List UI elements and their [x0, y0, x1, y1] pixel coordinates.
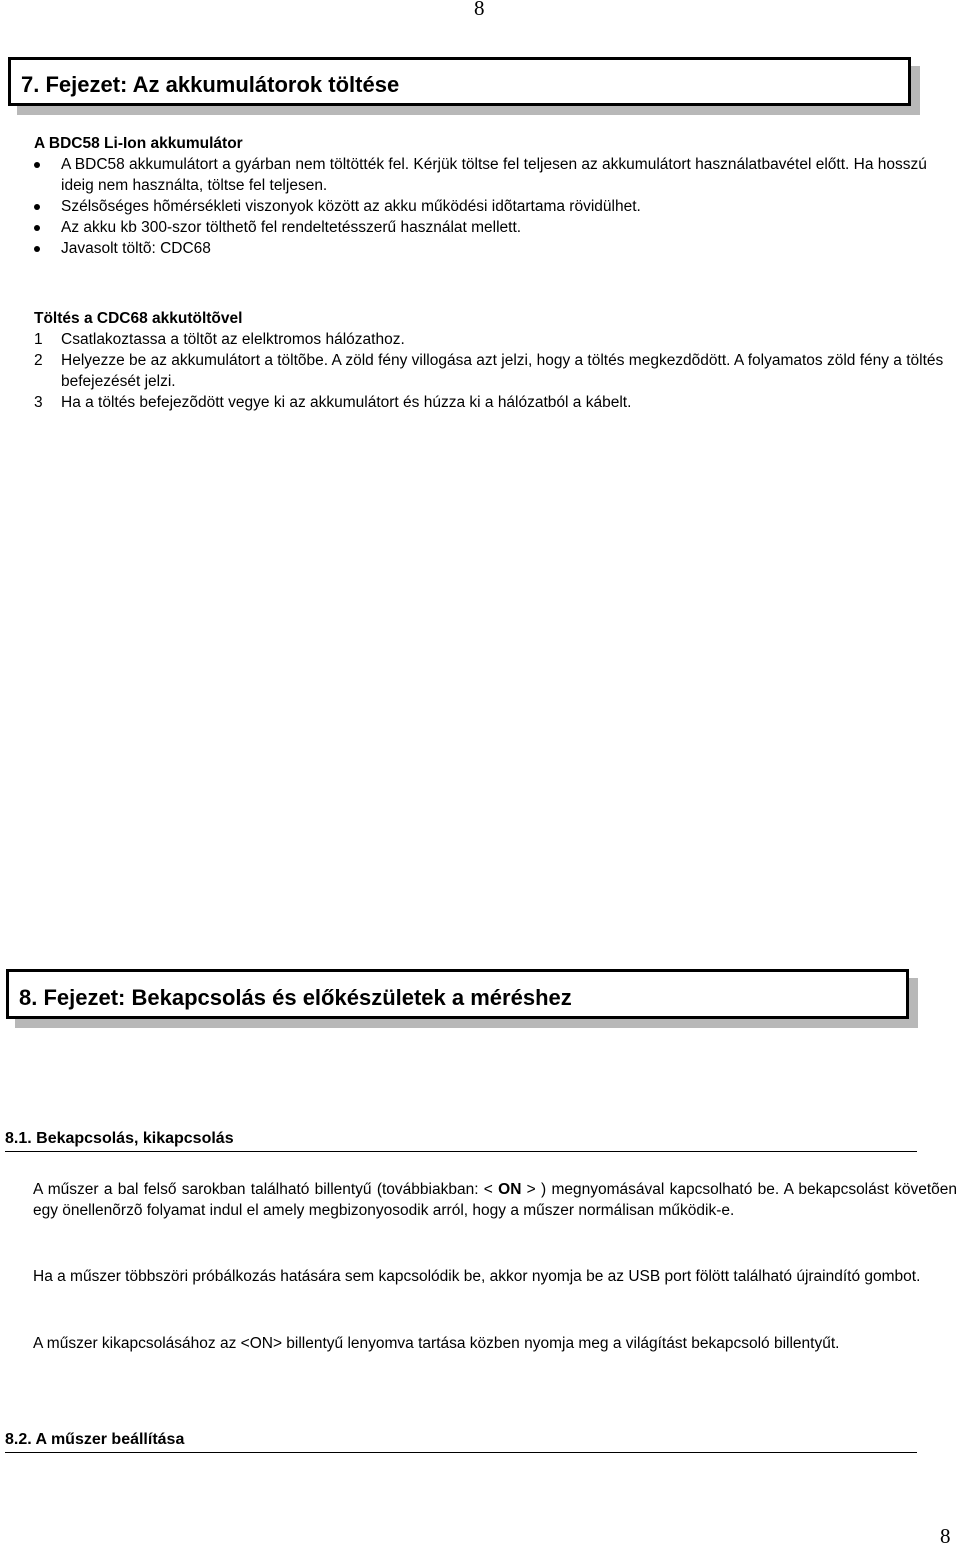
bullet-icon: [34, 225, 40, 231]
battery-bullet-list: [34, 154, 960, 259]
list-item: Szélsõséges hõmérsékleti viszonyok között az akku működési idõtartama rövidülhet.: [34, 196, 960, 217]
charging-steps-list: [34, 329, 958, 413]
charging-heading: Töltés a CDC68 akkutöltõvel: [34, 310, 243, 327]
list-item: 2 Helyezze be az akkumulátort a töltõbe. A zöld fény villogása azt jelzi, hogy a töltés megkezdõdött. A folyamatos zöld fény a töltés befejezését jelzi.: [34, 352, 944, 390]
page-number-top: 8: [474, 0, 485, 20]
chapter-7-title: 7. Fejezet: Az akkumulátorok töltése: [21, 72, 400, 97]
section-8-2-heading: 8.2. A műszer beállítása: [5, 1431, 917, 1453]
chapter-8-title-box: [6, 969, 909, 1019]
bullet-icon: [34, 204, 40, 210]
on-key-label: ON: [498, 1181, 522, 1198]
bullet-icon: [34, 162, 40, 168]
list-item: 3 Ha a töltés befejezõdött vegye ki az akkumulátort és húzza ki a hálózatból a kábelt.: [34, 394, 632, 411]
chapter-7-title-box: [8, 57, 911, 106]
restart-paragraph: Ha a műszer többszöri próbálkozás hatására sem kapcsolódik be, akkor nyomja be az USB port fölött található újraindító gombot.: [33, 1268, 921, 1285]
power-off-paragraph: A műszer kikapcsolásához az <ON> billentyű lenyomva tartása közben nyomja meg a világítást bekapcsoló billentyűt.: [33, 1335, 840, 1352]
section-8-1-heading: 8.1. Bekapcsolás, kikapcsolás: [5, 1130, 917, 1152]
list-item: Javasolt töltõ: CDC68: [34, 238, 960, 259]
list-item: Az akku kb 300-szor tölthetõ fel rendeltetésszerű használat mellett.: [34, 217, 960, 238]
power-on-paragraph: A műszer a bal felső sarokban található billentyű (továbbiakban: < ON > ) megnyomásával kapcsolható be. A bekapcsolást követõen egy önellenõrzõ folyamat indul el amely megbizonyosodik arról, hogy a műszer normálisan működik-e.: [33, 1181, 957, 1219]
bullet-icon: [34, 246, 40, 252]
page-number-bottom: 8: [940, 1524, 951, 1548]
chapter-8-title: 8. Fejezet: Bekapcsolás és előkészületek a méréshez: [19, 985, 572, 1010]
on-key-label: ON: [249, 1335, 273, 1352]
list-item: A BDC58 akkumulátort a gyárban nem töltötték fel. Kérjük töltse fel teljesen az akkumulátort használatbavétel előtt. Ha hosszú ideig nem használta, töltse fel teljesen.: [34, 154, 960, 196]
list-item: 1 Csatlakoztassa a töltõt az elelktromos hálózathoz.: [34, 331, 405, 348]
battery-heading: A BDC58 Li-Ion akkumulátor: [34, 135, 243, 152]
